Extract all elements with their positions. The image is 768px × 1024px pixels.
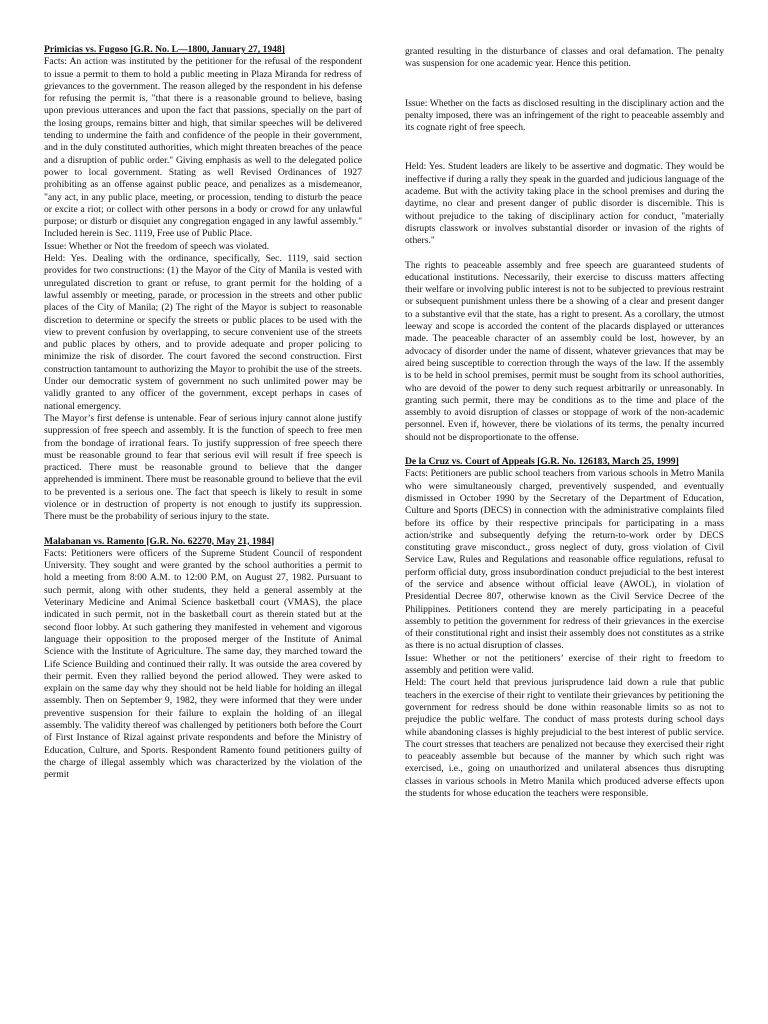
case-issue: Issue: Whether on the facts as disclosed resulting in the disciplinary action and the penalty imposed, there was an infringement of the right to peaceable assembly and its cognate right of free speech. xyxy=(405,97,724,134)
case-issue: Issue: Whether or Not the freedom of speech was violated. xyxy=(44,240,270,252)
case-title-primicias: Primicias vs. Fugoso [G.R. No. L—1800, January 27, 1948] xyxy=(44,44,285,55)
case-held: Held: Yes. Dealing with the ordinance, specifically, Sec. 1119, said section provides for two constructions: (1) the Mayor of the City of Manila is vested with unregulated discretion to grant or refuse, to grant permit for the holding of a lawful assembly or meeting, parade, or procession in the streets and other public places of the City of Manila; (2) The right of the Mayor is subject to reasonable discretion to determine or specify the streets or public places to be used with the view to prevent confusion by overlapping, to secure convenient use of the streets and public places by others, and to provide adequate and proper policing to minimize the risk of disorder. The court favored the second construction. First construction tantamount to authorizing the Mayor to prohibit the use of the streets. Under our democratic system of government no such unlimited power may be validly granted to any officer of the government, except perhaps in cases of national emergency. xyxy=(44,253,362,412)
right-column xyxy=(405,46,724,800)
case-facts: Facts: An action was instituted by the petitioner for the refusal of the respondent to issue a permit to them to hold a public meeting in Plaza Miranda for redress of grievances to the government. The reason alleged by the respondent in his defense for refusing the permit is, "that there is a reasonable ground to believe, basing upon previous utterances and upon the fact that passions, specially on the part of the losing groups, remains bitter and high, that similar speeches will be delivered tending to undermine the faith and confidence of the people in their government, and in the duly constituted authorities, which might threaten breaches of the peace and a disruption of public order." Giving emphasis as well to the delegated police power to local government. Stating as well Revised Ordinances of 1927 prohibiting as an offense against public peace, and penalizes as a misdemeanor, "any act, in any public place, meeting, or procession, tending to disturb the peace or excite a riot; or collect with other persons in a body or crowd for any unlawful purpose; or disturb or disquiet any congregation engaged in any lawful assembly." Included herein is Sec. 1119, Free use of Public Place. xyxy=(44,56,362,240)
case-title-malabanan: Malabanan vs. Ramento [G.R. No. 62270, May 21, 1984] xyxy=(44,535,275,547)
case-discussion: The Mayor’s first defense is untenable. Fear of serious injury cannot alone justify suppression of free speech and assembly. It is the function of speech to free men from the bondage of irrational fears. To justify suppression of free speech there must be reasonable ground to fear that serious evil will result if free speech is practiced. There must be reasonable ground to believe that the danger apprehended is imminent. There must be reasonable ground to believe that the evil to be prevented is a serious one. The fact that speech is likely to result in some violence or in destruction of property is not enough to justify its suppression. There must be the probability of serious injury to the state. xyxy=(44,412,362,523)
case-facts: Facts: Petitioners are public school teachers from various schools in Metro Manila who were simultaneously charged, preventively suspended, and eventually dismissed in October 1990 by the Secretary of the Department of Education, Culture and Sports (DECS) in connection with the administrative complaints filed before its office by their respective principals for participating in a mass action/strike and subsequently defying the return-to-work order by DECS constituting grave misconduct., gross neglect of duty, gross violation of Civil Service Law, Rules and Regulations and reasonable office regulations, refusal to perform official duty, gross insubordination conduct prejudicial to the best interest of the service and absence without official leave (AWOL), in violation of Presidential Decree 807, otherwise known as the Civil Service Decree of the Philippines. Petitioners contend they are merely participating in a peaceful assembly to petition the government for redress of their grievances in the exercise of their constitutional right and insist their assembly does not constitutes as a strike as there is no actual disruption of classes. xyxy=(405,468,724,652)
case-held: Held: The court held that previous jurisprudence laid down a rule that public teachers in the exercise of their right to ventilate their grievances by petitioning the government for redress should be done within reasonable limits so as not to prejudice the public welfare. The conduct of mass protests during school days while abandoning classes is highly prejudicial to the best interest of public service. The court stresses that teachers are penalized not because they exercised their right to peaceably assemble but because of the manner by which such right was exercised, i.e., going on unauthorized and unilateral absences thus disrupting classes in various schools in Metro Manila which produced adverse effects upon the students for whose education the teachers were responsible. xyxy=(405,677,724,800)
case-facts-continued: granted resulting in the disturbance of classes and oral defamation. The penalty was suspension for one academic year. Hence this petition. xyxy=(405,46,724,70)
case-issue: Issue: Whether or not the petitioners’ exercise of their right to freedom to assembly and petition were valid. xyxy=(405,652,724,677)
case-discussion: The rights to peaceable assembly and free speech are guaranteed students of educational institutions. Necessarily, their exercise to discuss matters affecting their welfare or involving public interest is not to be subjected to previous restraint or subsequent punishment unless there be a showing of a clear and present danger to a substantive evil that the state, has a right to present. As a corollary, the utmost leeway and scope is accorded the content of the placards displayed or utterances made. The peaceable character of an assembly could be lost, however, by an advocacy of disorder under the name of dissent, whatever grievances that may be aired being susceptible to correction through the ways of the law. If the assembly is to be held in school premises, permit must be sought from its school authorities, who are devoid of the power to deny such request arbitrarily or unreasonably. In granting such permit, there may be conditions as to the time and place of the assembly to avoid disruption of classes or stoppage of work of the non-academic personnel. Even if, however, there be violations of its terms, the penalty incurred should not be disproportionate to the offense. xyxy=(405,259,724,443)
case-title-de-la-cruz: De la Cruz vs. Court of Appeals [G.R. No. 126183, March 25, 1999] xyxy=(405,456,679,468)
case-facts: Facts: Petitioners were officers of the Supreme Student Council of respondent University. They sought and were granted by the school authorities a permit to hold a meeting from 8:00 A.M. to 12:00 P.M, on August 27, 1982. Pursuant to such permit, along with other students, they held a general assembly at the Veterinary Medicine and Animal Science basketball court (VMAS), the place indicated in such permit, not in the basketball court as therein stated but at the second floor lobby. At such gathering they manifested in vehement and vigorous language their opposition to the proposed merger of the Institute of Animal Science with the Institute of Agriculture. The same day, they marched toward the Life Science Building and continued their rally. It was outside the area covered by their permit. Even they rallied beyond the period allowed. They were asked to explain on the same day why they should not be held liable for holding an illegal assembly. Then on September 9, 1982, they were informed that they were under preventive suspension for their failure to explain the holding of an illegal assembly. The validity thereof was challenged by petitioners both before the Court of First Instance of Rizal against private respondents and before the Ministry of Education, Culture, and Sports. Respondent Ramento found petitioners guilty of the charge of illegal assembly which was characterized by the violation of the permit xyxy=(44,547,362,781)
left-column xyxy=(44,44,362,782)
case-held: Held: Yes. Student leaders are likely to be assertive and dogmatic. They would be ineffective if during a rally they speak in the guarded and judicious language of the academe. But with the activity taking place in the school premises and during the daytime, no clear and present danger of public disorder is discernible. This is without prejudice to the taking of disciplinary action for conduct, "materially disrupts classwork or involves substantial disorder or invasion of the rights of others." xyxy=(405,161,724,247)
